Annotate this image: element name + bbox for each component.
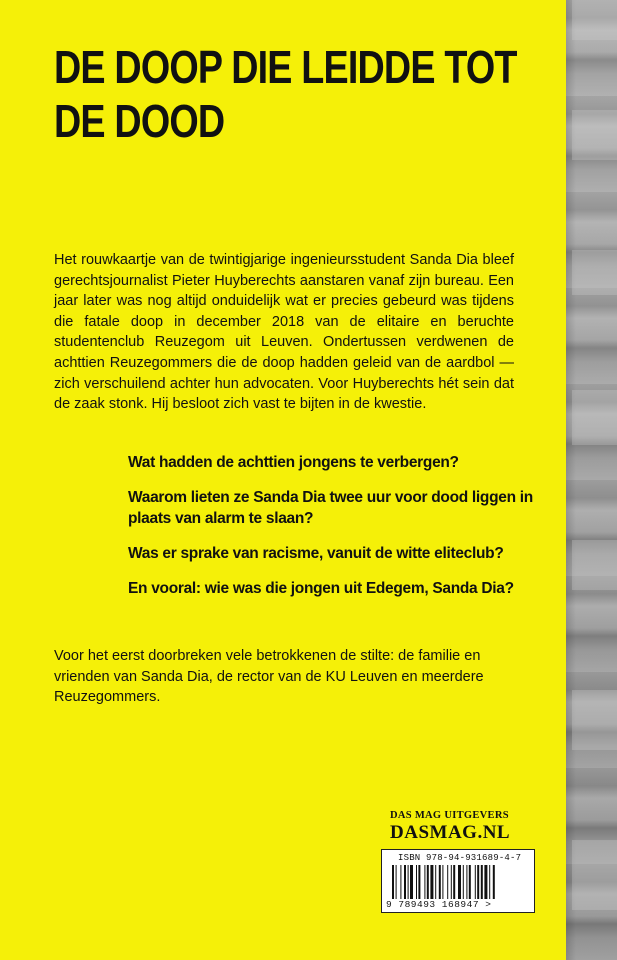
stone-steps-photo: [566, 0, 617, 960]
isbn-label: ISBN 978-94-931689-4-7: [398, 853, 522, 863]
question-item: Waarom lieten ze Sanda Dia twee uur voor dood liggen in plaats van alarm te slaan?: [128, 489, 533, 527]
book-title: DE DOOP DIE LEIDDE TOT DE DOOD: [54, 41, 517, 147]
barcode-digits: 9 789493 168947 >: [386, 899, 492, 910]
barcode: [381, 849, 535, 913]
question-item: Wat hadden de achttien jongens te verbergen?: [128, 454, 459, 471]
barcode-bars-icon: [392, 865, 524, 899]
outro-paragraph: Voor het eerst doorbreken vele betrokkenen de stilte: de familie en vrienden van Sanda Dia, de rector van de KU Leuven en meerdere Reuzegommers.: [54, 648, 484, 706]
publisher-name: DAS MAG UITGEVERS: [390, 810, 509, 821]
question-item: Was er sprake van racisme, vanuit de witte eliteclub?: [128, 545, 504, 562]
intro-paragraph: Het rouwkaartje van de twintigjarige ingenieursstudent Sanda Dia bleef gerechtsjournalist Pieter Huyberechts aanstaren vanaf zijn bureau. Een jaar later was nog altijd onduidelijk wat er precies gebeurd was tijdens die fatale doop in december 2018 van de elitaire en beruchte studentenclub Reuzegom uit Leuven. Ondertussen verdwenen de achttien Reuzegommers die de doop hadden geleid van de aardbol — zich verschuilend achter hun advocaten. Voor Huyberechts hét sein dat de zaak stonk. Hij besloot zich vast te bijten in de kwestie.: [54, 252, 514, 413]
publisher-block: [390, 810, 540, 844]
question-item: En vooral: wie was die jongen uit Edegem, Sanda Dia?: [128, 580, 514, 597]
publisher-website: DASMAG.NL: [390, 822, 511, 843]
question-list: [128, 452, 558, 613]
